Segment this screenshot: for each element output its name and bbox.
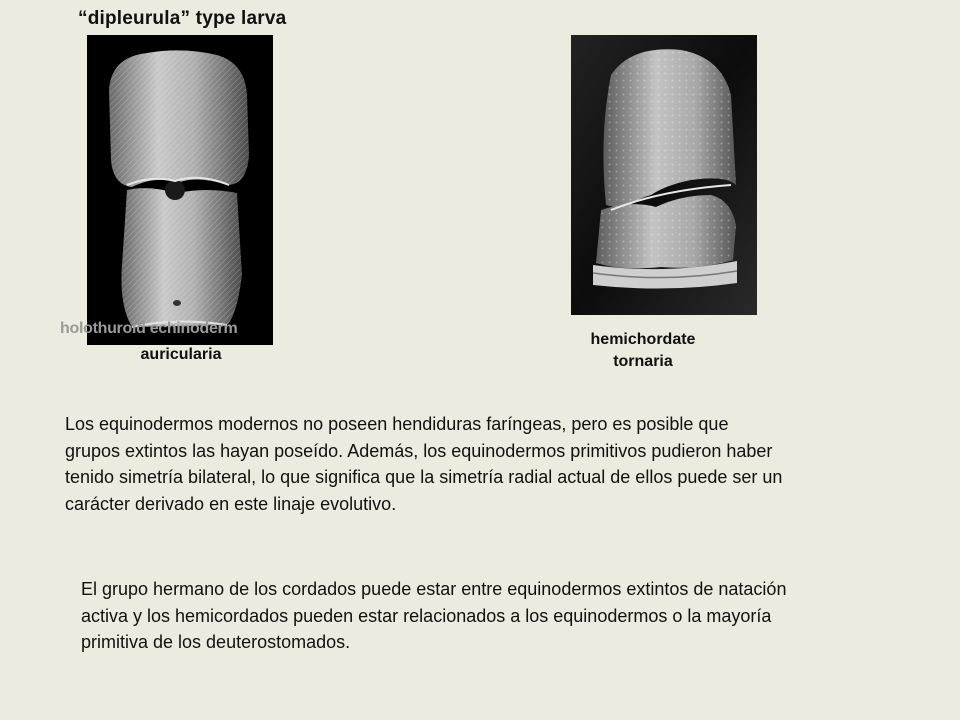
figure1-overlay-label: holothuroid echinoderm (60, 320, 238, 337)
larva-tornaria-image (571, 35, 757, 315)
paragraph-equinodermos: Los equinodermos modernos no poseen hendiduras faríngeas, pero es posible que grupos extintos las hayan poseído. Además, los equinodermos primitivos pudieron haber tenido simetría bilateral, lo que significa que la simetría radial actual de ellos puede ser un carácter derivado en este linaje evolutivo. (65, 414, 783, 514)
figure2-caption-line2: tornaria (613, 353, 673, 370)
figure2-caption (558, 329, 728, 373)
slide-title: “dipleurula” type larva (78, 8, 287, 29)
figure1-caption: auricularia (140, 346, 222, 363)
larva-auricularia-image (87, 35, 273, 345)
paragraph-grupo-hermano: El grupo hermano de los cordados puede estar entre equinodermos extintos de natación activa y los hemicordados pueden estar relacionados a los equinodermos o la mayoría primitiva de los deuterostomados. (81, 579, 787, 652)
auricularia-larva-image (87, 35, 273, 345)
figure2-caption-line1: hemichordate (590, 331, 696, 348)
tornaria-larva-image (571, 35, 757, 315)
